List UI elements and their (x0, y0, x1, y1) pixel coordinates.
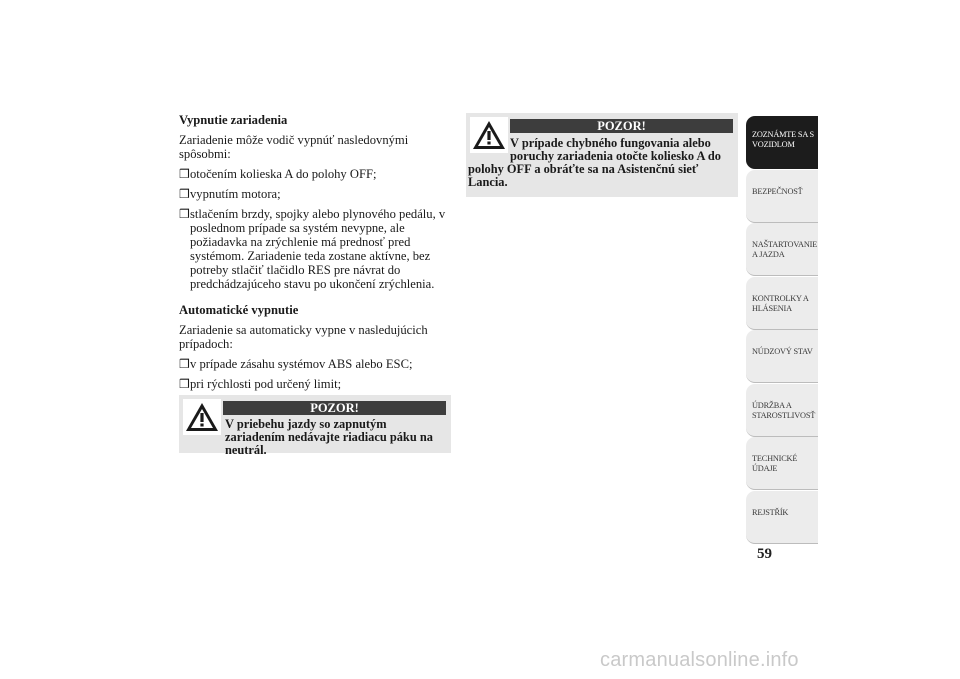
tab-technical-data[interactable]: TECHNICKÉ ÚDAJE (746, 437, 818, 490)
warning-text: V priebehu jazdy so zapnutým zariadením nedávajte riadiacu páku na neutrál. (225, 417, 433, 457)
tab-maintenance[interactable]: ÚDRŽBA A STAROSTLIVOSŤ (746, 384, 818, 437)
watermark: carmanualsonline.info (600, 649, 799, 671)
checkbox-bullet-icon: ❒ (179, 187, 190, 201)
warning-title: POZOR! (510, 119, 733, 133)
tab-warning-lights[interactable]: KONTROLKY A HLÁSENIA (746, 277, 818, 330)
checkbox-bullet-icon: ❒ (179, 357, 190, 371)
warning-box-neutral (179, 395, 451, 457)
section-heading-deactivation: Vypnutie zariadenia (179, 113, 288, 127)
chapter-tabs (746, 116, 818, 544)
warning-text: V prípade chybného fungovania alebo poruchy zariadenia otočte koliesko A do polohy OFF a obráťte sa na Asistenčnú sieť Lancia. (468, 136, 721, 189)
warning-title: POZOR! (223, 401, 446, 415)
list-item: ❒ stlačením brzdy, spojky alebo plynového pedálu, v poslednom prípade sa systém nevypne, ale požiadavka na zrýchlenie má prednosť pred systémom. Zariadenie teda zostane aktívne, bez potreby stlačiť tlačidlo RES pre návrat do predchádzajúceho stavu po ukončení zrýchlenia. (179, 207, 446, 291)
auto-paragraph: Zariadenie sa automaticky vypne v nasledujúcich prípadoch: (179, 323, 428, 351)
list-item: ❒ pri rýchlosti pod určený limit; (179, 377, 342, 391)
checkbox-bullet-icon: ❒ (179, 377, 190, 391)
warning-box-malfunction (466, 113, 738, 197)
left-column (179, 113, 447, 417)
tab-emergency[interactable]: NÚDZOVÝ STAV (746, 330, 818, 383)
list-item: ❒ otočením kolieska A do polohy OFF; (179, 167, 377, 181)
tab-safety[interactable]: BEZPEČNOSŤ (746, 170, 818, 223)
page-number: 59 (757, 546, 772, 562)
tab-starting-driving[interactable]: NAŠTARTOVANIE A JAZDA (746, 223, 818, 276)
intro-paragraph: Zariadenie môže vodič vypnúť nasledovnými spôsobmi: (179, 133, 409, 161)
section-heading-auto-deactivation: Automatické vypnutie (179, 303, 299, 317)
checkbox-bullet-icon: ❒ (179, 167, 190, 181)
list-item: ❒ vypnutím motora; (179, 187, 281, 201)
tab-index[interactable]: REJSTŘÍK (746, 491, 818, 544)
list-item: ❒ v prípade zásahu systémov ABS alebo ESC; (179, 357, 413, 371)
checkbox-bullet-icon: ❒ (179, 207, 190, 221)
warning-triangle-icon (183, 399, 221, 435)
tab-get-to-know-vehicle[interactable]: ZOZNÁMTE SA S VOZIDLOM (746, 116, 818, 169)
